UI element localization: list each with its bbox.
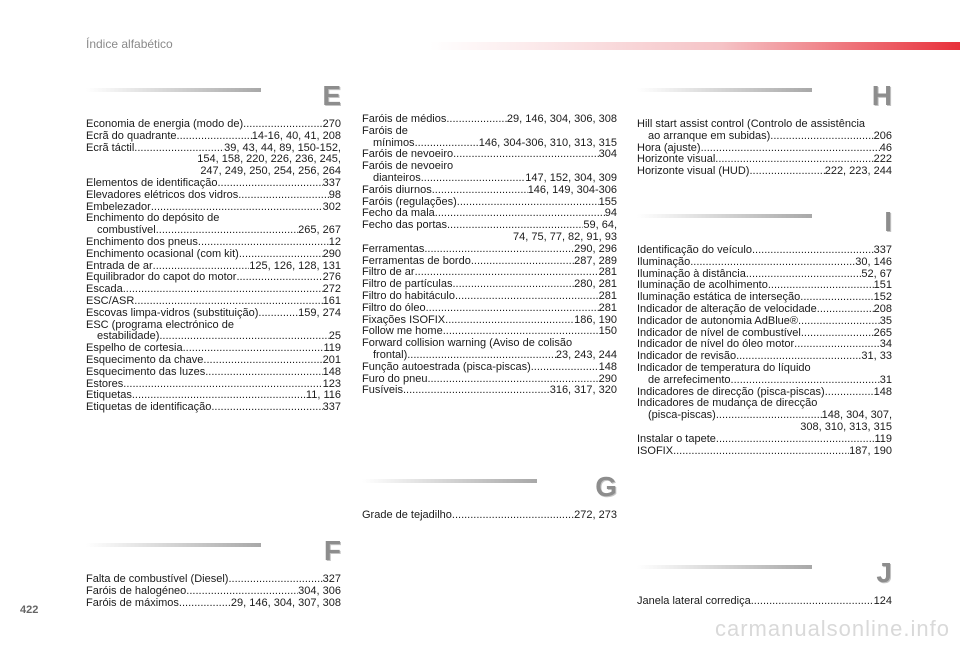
entry-pages: 337: [873, 244, 892, 256]
index-entry: [362, 126, 617, 150]
entry-term: Follow me home: [362, 325, 443, 338]
entry-term: Indicadores de direcção (pisca-piscas): [637, 385, 825, 398]
entry-line: [86, 355, 341, 367]
header-accent-bar: [430, 42, 960, 50]
entry-pages: 124: [873, 595, 892, 607]
entry-leader-dots: [453, 149, 599, 161]
entry-term: Enchimento ocasional (com kit): [86, 247, 239, 260]
entry-term: Elevadores elétricos dos vidros: [86, 188, 239, 201]
entry-term: Faróis de médios: [362, 113, 447, 125]
section-divider-line: [86, 88, 261, 92]
entry-term: Indicador de revisão: [637, 350, 737, 363]
entry-pages: 281: [598, 289, 617, 302]
entry-term: Faróis (regulações): [362, 195, 457, 208]
entry-line: [637, 596, 892, 608]
entry-pages: 125, 126, 128, 131: [249, 259, 341, 272]
entry-line: [86, 272, 341, 284]
entry-term: Filtro do óleo: [362, 301, 426, 314]
entry-leader-dots: [258, 308, 298, 320]
section-divider-line: [637, 88, 812, 92]
entry-term: ISOFIX: [637, 444, 674, 457]
section-e: [86, 80, 341, 414]
entry-term: Fusíveis: [362, 384, 403, 397]
section-g: [362, 471, 617, 522]
section-g-heading: [362, 471, 617, 502]
entry-term: Indicador de temperatura do líquido: [637, 361, 811, 374]
entry-term: Hill start assist control (Controlo de assistência: [637, 118, 866, 130]
entry-line: [86, 237, 341, 249]
entry-pages: 302: [322, 200, 341, 213]
index-entry: [362, 220, 617, 244]
entry-leader-dots: [749, 166, 824, 178]
entry-pages: 265: [873, 326, 892, 339]
entry-pages: 148, 304, 307,: [821, 409, 892, 422]
index-entry: [86, 308, 341, 320]
section-j-heading: [637, 557, 892, 588]
entry-term: de arrefecimento: [648, 373, 731, 386]
entry-pages: 186, 190: [574, 313, 617, 326]
entry-pages: 187, 190: [849, 444, 892, 457]
entry-pages: 29, 146, 304, 306, 308: [506, 113, 617, 125]
index-entry: [637, 166, 892, 178]
index-entry: [362, 291, 617, 303]
entry-term: Faróis de máximos: [86, 596, 179, 609]
entry-term: Horizonte visual (HUD): [637, 165, 750, 178]
entry-leader-dots: [123, 284, 323, 296]
entry-term: Enchimento do depósito de: [86, 212, 220, 225]
entry-leader-dots: [751, 596, 874, 608]
entry-term: Janela lateral corrediça: [637, 595, 751, 607]
entry-pages: 152: [873, 291, 892, 304]
entry-term: Furo do pneu: [362, 372, 428, 385]
entry-line: [362, 244, 617, 256]
entry-leader-dots: [186, 586, 298, 598]
entry-line: [637, 446, 892, 458]
section-letter-g: G: [595, 471, 617, 502]
index-entry: [362, 510, 617, 522]
entry-leader-dots: [471, 256, 574, 268]
entry-leader-dots: [123, 379, 322, 391]
entry-pages: 39, 43, 44, 89, 150-152,: [224, 141, 341, 154]
entry-line: [637, 131, 892, 143]
index-entry: [637, 446, 892, 458]
entry-pages: 276: [322, 271, 341, 284]
entry-leader-dots: [198, 237, 329, 249]
entry-leader-dots: [177, 131, 252, 143]
entry-line: [637, 257, 892, 269]
index-entry: [637, 596, 892, 608]
entry-term: dianteiros: [373, 171, 421, 184]
index-entry: [86, 249, 341, 261]
entry-term: Iluminação de acolhimento: [637, 279, 768, 292]
entry-pages: 14-16, 40, 41, 208: [251, 129, 341, 142]
entry-pages: 46: [879, 141, 892, 154]
entry-line: [86, 190, 341, 202]
index-entry: [86, 598, 341, 610]
index-entry: [637, 434, 892, 446]
index-entry: [362, 244, 617, 256]
index-entry: [86, 131, 341, 143]
entry-leader-dots: [236, 272, 322, 284]
entry-leader-dots: [426, 303, 599, 315]
entry-term: combustível: [97, 224, 156, 237]
index-entry: [637, 257, 892, 269]
entry-leader-dots: [424, 244, 574, 256]
entry-leader-dots: [183, 343, 324, 355]
index-entry: [86, 190, 341, 202]
entry-leader-dots: [217, 178, 322, 190]
entry-term: Instalar o tapete: [637, 432, 716, 445]
entry-pages: 280, 281: [574, 278, 617, 291]
entry-pages: 31: [879, 373, 892, 386]
index-entry: [362, 362, 617, 374]
entry-leader-dots: [531, 362, 599, 374]
entry-leader-dots: [716, 434, 875, 446]
entry-pages: 31, 33: [861, 350, 892, 363]
entry-line: [362, 303, 617, 315]
entry-term: Iluminação à distância: [637, 267, 746, 280]
entry-leader-dots: [159, 331, 328, 343]
entry-line: [637, 166, 892, 178]
entry-pages: 208: [873, 302, 892, 315]
entry-term: Forward collision warning (Aviso de colisão: [362, 337, 573, 350]
entry-pages: 98: [328, 188, 341, 201]
entry-pages: 281: [598, 266, 617, 279]
entry-term: Embelezador: [86, 200, 151, 213]
section-i: [637, 206, 892, 457]
entry-leader-dots: [457, 197, 599, 209]
entry-line: [86, 367, 341, 379]
entry-pages: 146, 304-306, 310, 313, 315: [478, 136, 617, 149]
entry-term: ESC (programa electrónico de: [86, 318, 234, 331]
entry-line: [86, 178, 341, 190]
section-j: [637, 557, 892, 608]
entry-term: Fecho da mala: [362, 207, 435, 220]
entry-leader-dots: [446, 114, 507, 126]
entry-term: mínimos: [373, 136, 415, 149]
section-divider-line: [637, 214, 812, 218]
entry-term: Horizonte visual: [637, 153, 716, 166]
entry-term: Escovas limpa-vidros (substituição): [86, 306, 259, 319]
entry-term: Equilibrador do capot do motor: [86, 271, 237, 284]
entry-pages: 119: [323, 342, 341, 355]
entry-leader-dots: [134, 296, 322, 308]
index-entries-g: [362, 510, 617, 522]
entry-pages: 337: [322, 176, 341, 189]
entry-leader-dots: [179, 598, 231, 610]
entry-term: ESC/ASR: [86, 294, 135, 307]
entry-pages: 35: [879, 314, 892, 327]
page-number: 422: [20, 604, 39, 616]
entry-pages: 290: [322, 247, 341, 260]
entry-line: [637, 316, 892, 328]
entry-pages: 304, 306: [298, 584, 341, 597]
index-entry: [362, 303, 617, 315]
entry-leader-dots: [801, 328, 874, 340]
entry-leader-dots: [452, 510, 574, 522]
entry-term: Fixações ISOFIX: [362, 313, 446, 326]
entry-term: Falta de combustível (Diesel): [86, 573, 229, 585]
entry-leader-dots: [455, 291, 599, 303]
entry-term: Iluminação: [637, 255, 691, 268]
entry-term: Ferramentas: [362, 242, 425, 255]
entry-leader-dots: [403, 385, 550, 397]
entry-pages-continued: 154, 158, 220, 226, 236, 245,: [197, 153, 341, 166]
entry-term: Identificação do veículo: [637, 244, 752, 256]
entry-pages: 155: [598, 195, 617, 208]
entry-line: [362, 185, 617, 197]
section-divider-line: [362, 479, 537, 483]
entry-pages: 161: [322, 294, 341, 307]
entry-term: Indicador de alteração de velocidade: [637, 302, 817, 315]
entry-term: Indicador de autonomia AdBlue®: [637, 314, 798, 327]
section-letter-e: E: [322, 80, 341, 111]
entry-line: [637, 304, 892, 316]
entry-term: Enchimento dos pneus: [86, 235, 198, 248]
entry-term: Hora (ajuste): [637, 141, 701, 154]
entry-pages-continued: 308, 310, 313, 315: [800, 420, 892, 433]
entry-line: [637, 375, 892, 387]
entry-term: Esquecimento da chave: [86, 353, 204, 366]
entry-leader-dots: [825, 387, 874, 399]
entry-pages: 150: [598, 325, 617, 338]
entry-leader-dots: [421, 173, 526, 185]
entry-pages: 119: [874, 432, 892, 445]
entry-pages-continued: 74, 75, 77, 82, 91, 93: [513, 230, 617, 243]
entry-pages: 148: [322, 365, 341, 378]
entry-leader-dots: [770, 131, 873, 143]
entry-leader-dots: [407, 350, 556, 362]
entry-leader-dots: [211, 402, 322, 414]
section-divider-line: [86, 543, 261, 547]
entry-pages: 201: [322, 353, 341, 366]
section-divider-line: [637, 565, 812, 569]
watermark: carmanualsonline.info: [714, 616, 950, 641]
entry-line: [362, 362, 617, 374]
index-entries-h: [637, 119, 892, 178]
entry-term: Filtro do habitáculo: [362, 289, 455, 302]
entry-pages: 23, 243, 244: [555, 348, 617, 361]
entry-line: [86, 308, 341, 320]
entry-term: Grade de tejadilho: [362, 509, 452, 521]
entry-term: Elementos de identificação: [86, 176, 218, 189]
index-entry: [86, 402, 341, 414]
entry-pages: 148: [598, 360, 617, 373]
entry-term: Indicador de nível de combustível: [637, 326, 801, 339]
entry-term: Faróis de nevoeiro: [362, 160, 454, 173]
entry-term: Fecho das portas: [362, 219, 447, 232]
index-entry: [637, 398, 892, 433]
section-letter-h: H: [871, 80, 892, 111]
entry-leader-dots: [239, 249, 323, 261]
entry-pages: 270: [322, 118, 341, 130]
entry-leader-dots: [673, 446, 849, 458]
entry-term: Estores: [86, 377, 124, 390]
entry-term: Espelho de cortesia: [86, 342, 183, 355]
section-h: [637, 80, 892, 178]
entry-pages: 52, 67: [861, 267, 892, 280]
entry-line: [362, 385, 617, 397]
entry-line: [86, 249, 341, 261]
entry-pages: 12: [328, 235, 341, 248]
entry-term: frontal): [373, 348, 408, 361]
section-letter-j: J: [876, 557, 892, 588]
entry-leader-dots: [445, 315, 574, 327]
index-entry: [362, 161, 617, 185]
entry-term: Faróis de: [362, 124, 408, 137]
entry-pages: 25: [328, 330, 341, 343]
section-letter-f: F: [323, 535, 341, 566]
entry-line: [86, 598, 341, 610]
index-entries-e: [86, 119, 341, 414]
entry-pages: 290, 296: [574, 242, 617, 255]
entry-line: [362, 510, 617, 522]
page-header-title: Índice alfabético: [86, 37, 173, 51]
entry-leader-dots: [690, 257, 855, 269]
entry-leader-dots: [432, 185, 528, 197]
entry-term: Ferramentas de bordo: [362, 254, 471, 267]
entry-line: [86, 586, 341, 598]
entry-pages: 272, 273: [574, 509, 617, 521]
entry-leader-dots: [238, 190, 329, 202]
entry-pages: 222: [873, 153, 892, 166]
section-letter-i: I: [884, 206, 892, 237]
section-i-heading: [637, 206, 892, 237]
entry-leader-dots: [205, 367, 322, 379]
index-entry: [86, 237, 341, 249]
entry-pages: 287, 289: [574, 254, 617, 267]
entry-pages: 147, 152, 304, 309: [525, 171, 617, 184]
entry-pages: 148: [873, 385, 892, 398]
section-f-heading: [86, 535, 341, 566]
entry-pages: 316, 317, 320: [549, 384, 617, 397]
entry-term: Faróis de halogéneo: [86, 584, 187, 597]
section-f: [86, 535, 341, 609]
entry-pages: 30, 146: [855, 255, 892, 268]
entry-pages: 11, 116: [305, 389, 341, 402]
entry-term: Iluminação estática de interseção: [637, 291, 801, 304]
index-column-f: [362, 114, 617, 397]
index-entry: [362, 185, 617, 197]
entry-pages: 206: [873, 129, 892, 142]
entry-line: [86, 402, 341, 414]
entry-line: [86, 296, 341, 308]
entry-pages: 94: [604, 207, 617, 220]
entry-term: Indicador de nível do óleo motor: [637, 338, 795, 351]
entry-term: Etiquetas: [86, 389, 132, 402]
entry-pages: 304: [598, 148, 617, 161]
index-entries-f-continued: [362, 114, 617, 397]
entry-leader-dots: [817, 304, 874, 316]
entry-line: [362, 291, 617, 303]
section-e-heading: [86, 80, 341, 111]
entry-pages: 222, 223, 244: [824, 165, 892, 178]
entry-pages: 146, 149, 304-306: [527, 183, 617, 196]
entry-term: Entrada de ar: [86, 259, 153, 272]
entry-term: Filtro de ar: [362, 266, 415, 279]
entry-line: [362, 350, 617, 362]
entry-term: Esquecimento das luzes: [86, 365, 206, 378]
index-entries-i: [637, 245, 892, 457]
index-entries-j: [637, 596, 892, 608]
index-entry: [362, 338, 617, 362]
entry-line: [637, 434, 892, 446]
entry-pages: 29, 146, 304, 307, 308: [230, 596, 341, 609]
index-entry: [86, 272, 341, 284]
entry-pages: 337: [322, 401, 341, 414]
index-entry: [86, 178, 341, 190]
entry-term: Faróis diurnos: [362, 183, 432, 196]
index-entry: [86, 143, 341, 178]
index-entry: [637, 119, 892, 143]
index-entry: [86, 586, 341, 598]
entry-leader-dots: [203, 355, 322, 367]
index-entry: [637, 304, 892, 316]
entry-pages: 59, 64,: [583, 219, 617, 232]
entry-pages: 265, 267: [298, 224, 341, 237]
index-entry: [86, 296, 341, 308]
entry-line: [86, 131, 341, 143]
index-entry: [86, 355, 341, 367]
index-entry: [637, 363, 892, 387]
entry-term: estabilidade): [97, 330, 160, 343]
entry-leader-dots: [452, 279, 574, 291]
entry-term: Ecrã táctil: [86, 141, 135, 154]
entry-pages: 290: [598, 372, 617, 385]
index-entry: [86, 213, 341, 237]
entry-term: Filtro de partículas: [362, 278, 453, 291]
entry-leader-dots: [731, 375, 880, 387]
entry-pages: 327: [322, 573, 341, 585]
entry-leader-dots: [435, 208, 605, 220]
entry-term: Economia de energia (modo de): [86, 118, 244, 130]
entry-pages: 281: [598, 301, 617, 314]
section-h-heading: [637, 80, 892, 111]
index-entries-f: [86, 574, 341, 609]
entry-term: Ecrã do quadrante: [86, 129, 177, 142]
entry-pages: 272: [322, 283, 341, 296]
entry-term: Escada: [86, 283, 123, 296]
index-entry: [86, 367, 341, 379]
entry-leader-dots: [798, 316, 880, 328]
index-entry: [637, 316, 892, 328]
index-entry: [362, 385, 617, 397]
entry-term: Faróis de nevoeiro: [362, 148, 454, 161]
index-entry: [86, 320, 341, 344]
entry-term: ao arranque em subidas): [648, 129, 771, 142]
entry-pages: 123: [322, 377, 341, 390]
entry-term: Função autoestrada (pisca-piscas): [362, 360, 531, 373]
entry-pages: 151: [873, 279, 892, 292]
entry-term: Indicadores de mudança de direcção: [637, 397, 818, 410]
entry-leader-dots: [701, 143, 880, 155]
entry-term: (pisca-piscas): [648, 409, 716, 422]
entry-pages: 159, 274: [298, 306, 341, 319]
entry-pages-continued: 247, 249, 250, 254, 256, 264: [200, 165, 341, 178]
entry-line: [362, 173, 617, 185]
entry-pages: 34: [879, 338, 892, 351]
entry-term: Etiquetas de identificação: [86, 401, 212, 414]
